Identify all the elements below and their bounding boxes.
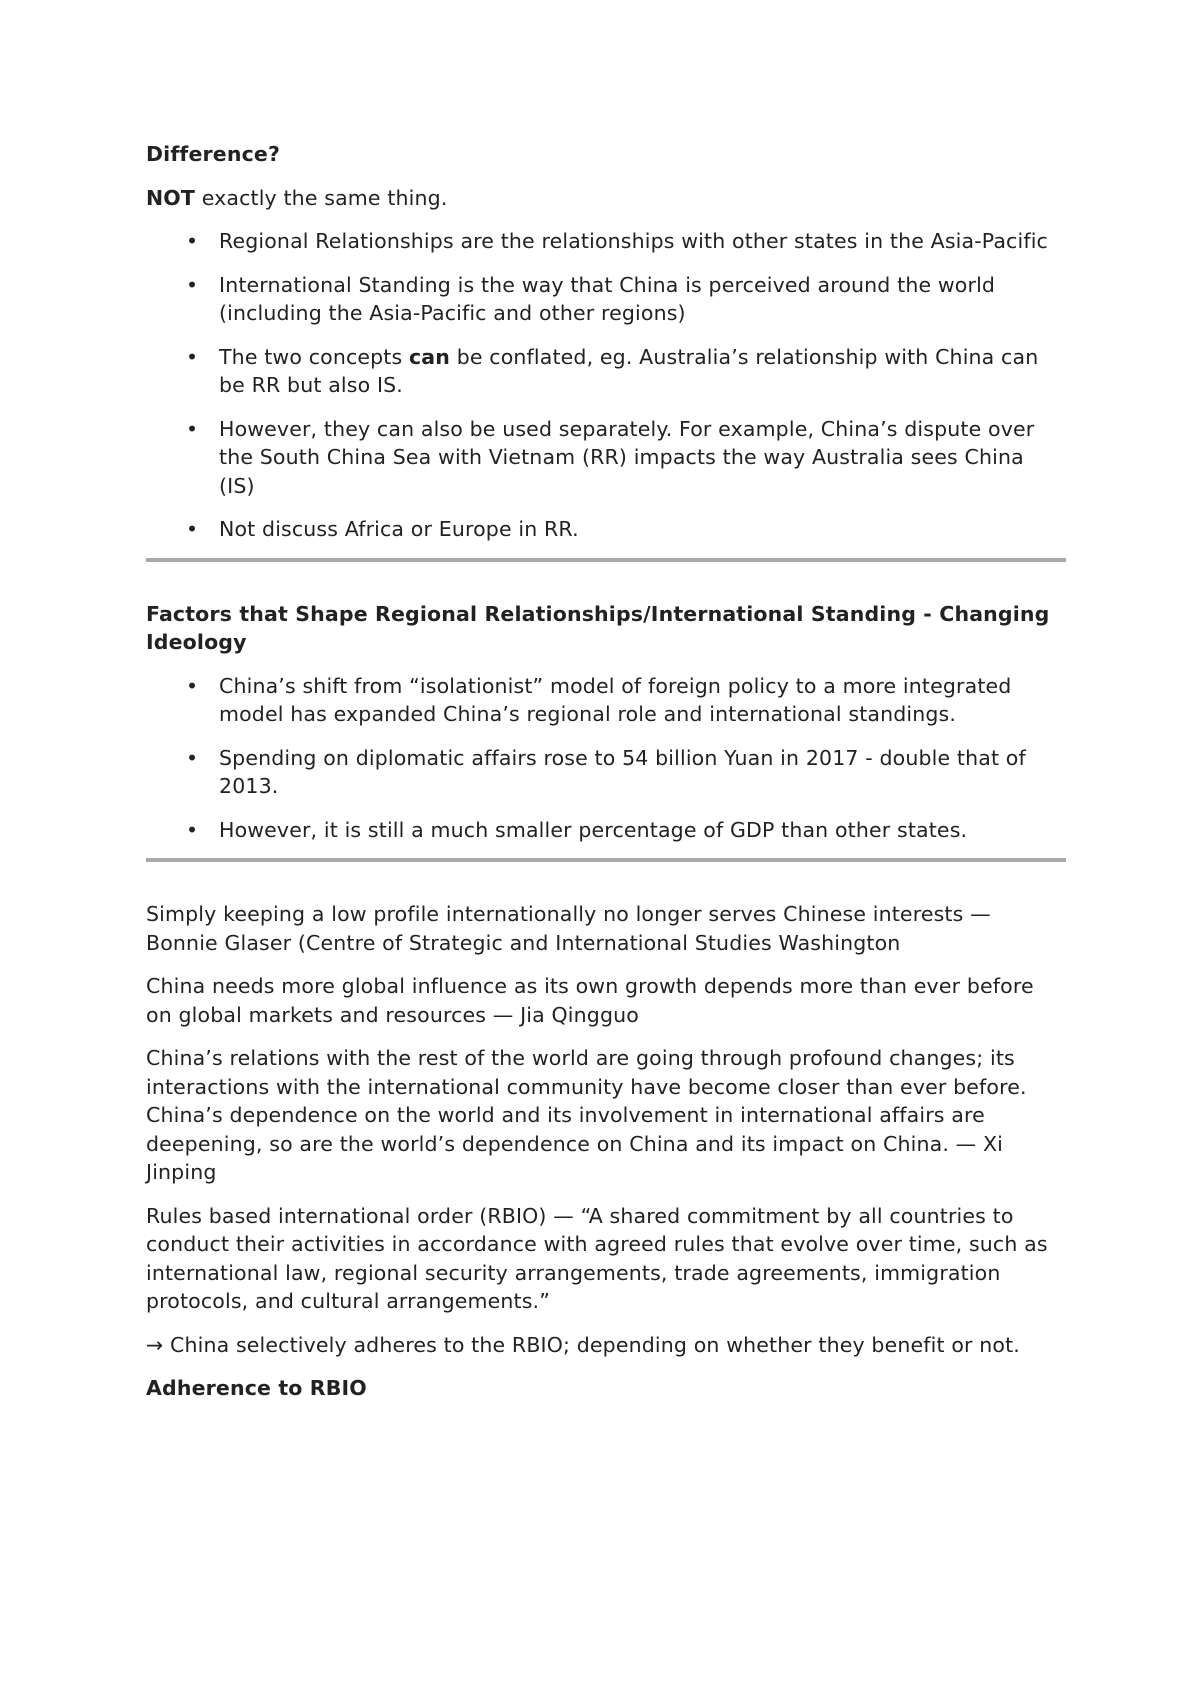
conflated-text-post: be conflated, eg. Australia’s relationship with China can be RR but also IS. [219,344,1039,397]
list-item [146,672,1066,729]
conclusion-paragraph: → China selectively adheres to the RBIO; depending on whether they benefit or not. [146,1332,1020,1357]
list-item-text: Not discuss Africa or Europe in RR. [219,517,579,541]
list-item-text: However, it is still a much smaller percentage of GDP than other states. [219,817,968,842]
list-item [146,227,1066,256]
list-item [146,744,1066,801]
bullet-icon: • [186,517,199,541]
list-item [146,816,1066,845]
document-page [146,140,1066,1403]
list-item [146,271,1066,328]
section-heading-adherence: Adherence to RBIO [146,1376,367,1400]
definition-paragraph: Rules based international order (RBIO) — “A shared commitment by all countries to conduct their activities in accordance with agreed rules that evolve over time, such as international law, regional security arrangements, trade agreements, immigration protocols, and cultural arrangements.” [146,1203,1048,1313]
list-item [146,415,1066,501]
list-item-text: China’s shift from “isolationist” model of foreign policy to a more integrated model has expanded China’s regional role and international standings. [219,673,1012,726]
bullet-icon: • [186,817,199,842]
difference-bullet-list [146,227,1066,544]
list-item-text: Regional Relationships are the relationships with other states in the Asia-Pacific [219,229,1048,253]
bullet-icon: • [186,272,199,297]
quote-paragraph: Simply keeping a low profile internationally no longer serves Chinese interests — Bonnie Glaser (Centre of Strategic and International Studies Washington [146,902,991,955]
bullet-icon: • [186,416,199,441]
list-item [146,343,1066,400]
bullet-icon: • [186,344,199,369]
section-heading-factors: Factors that Shape Regional Relationships/International Standing - Changing Ideology [146,601,1050,654]
list-item-text: However, they can also be used separately. For example, China’s dispute over the South China Sea with Vietnam (RR) impacts the way Australia sees China (IS) [219,416,1035,498]
list-item-text: International Standing is the way that China is perceived around the world (including the Asia-Pacific and other regions) [219,272,996,325]
list-item [146,515,1066,544]
bullet-icon: • [186,229,199,253]
intro-bold-text: NOT [146,185,196,210]
bullet-icon: • [186,745,199,770]
bullet-icon: • [186,673,199,698]
list-item-text: Spending on diplomatic affairs rose to 54 billion Yuan in 2017 - double that of 2013. [219,745,1026,798]
quote-paragraph: China needs more global influence as its own growth depends more than ever before on global markets and resources — Jia Qingguo [146,974,1034,1027]
conflated-text-pre: The two concepts [219,344,409,369]
conflated-text-bold: can [409,344,451,369]
intro-paragraph [146,184,1066,213]
factors-bullet-list [146,672,1066,845]
quote-paragraph: China’s relations with the rest of the world are going through profound changes; its interactions with the international community have become closer than ever before. China’s dependence on the world and its involvement in international affairs are deepening, so are the world’s dependence on China and its impact on China. — Xi Jinping [146,1046,1027,1184]
intro-text: exactly the same thing. [195,185,448,210]
section-heading-difference: Difference? [146,142,280,166]
